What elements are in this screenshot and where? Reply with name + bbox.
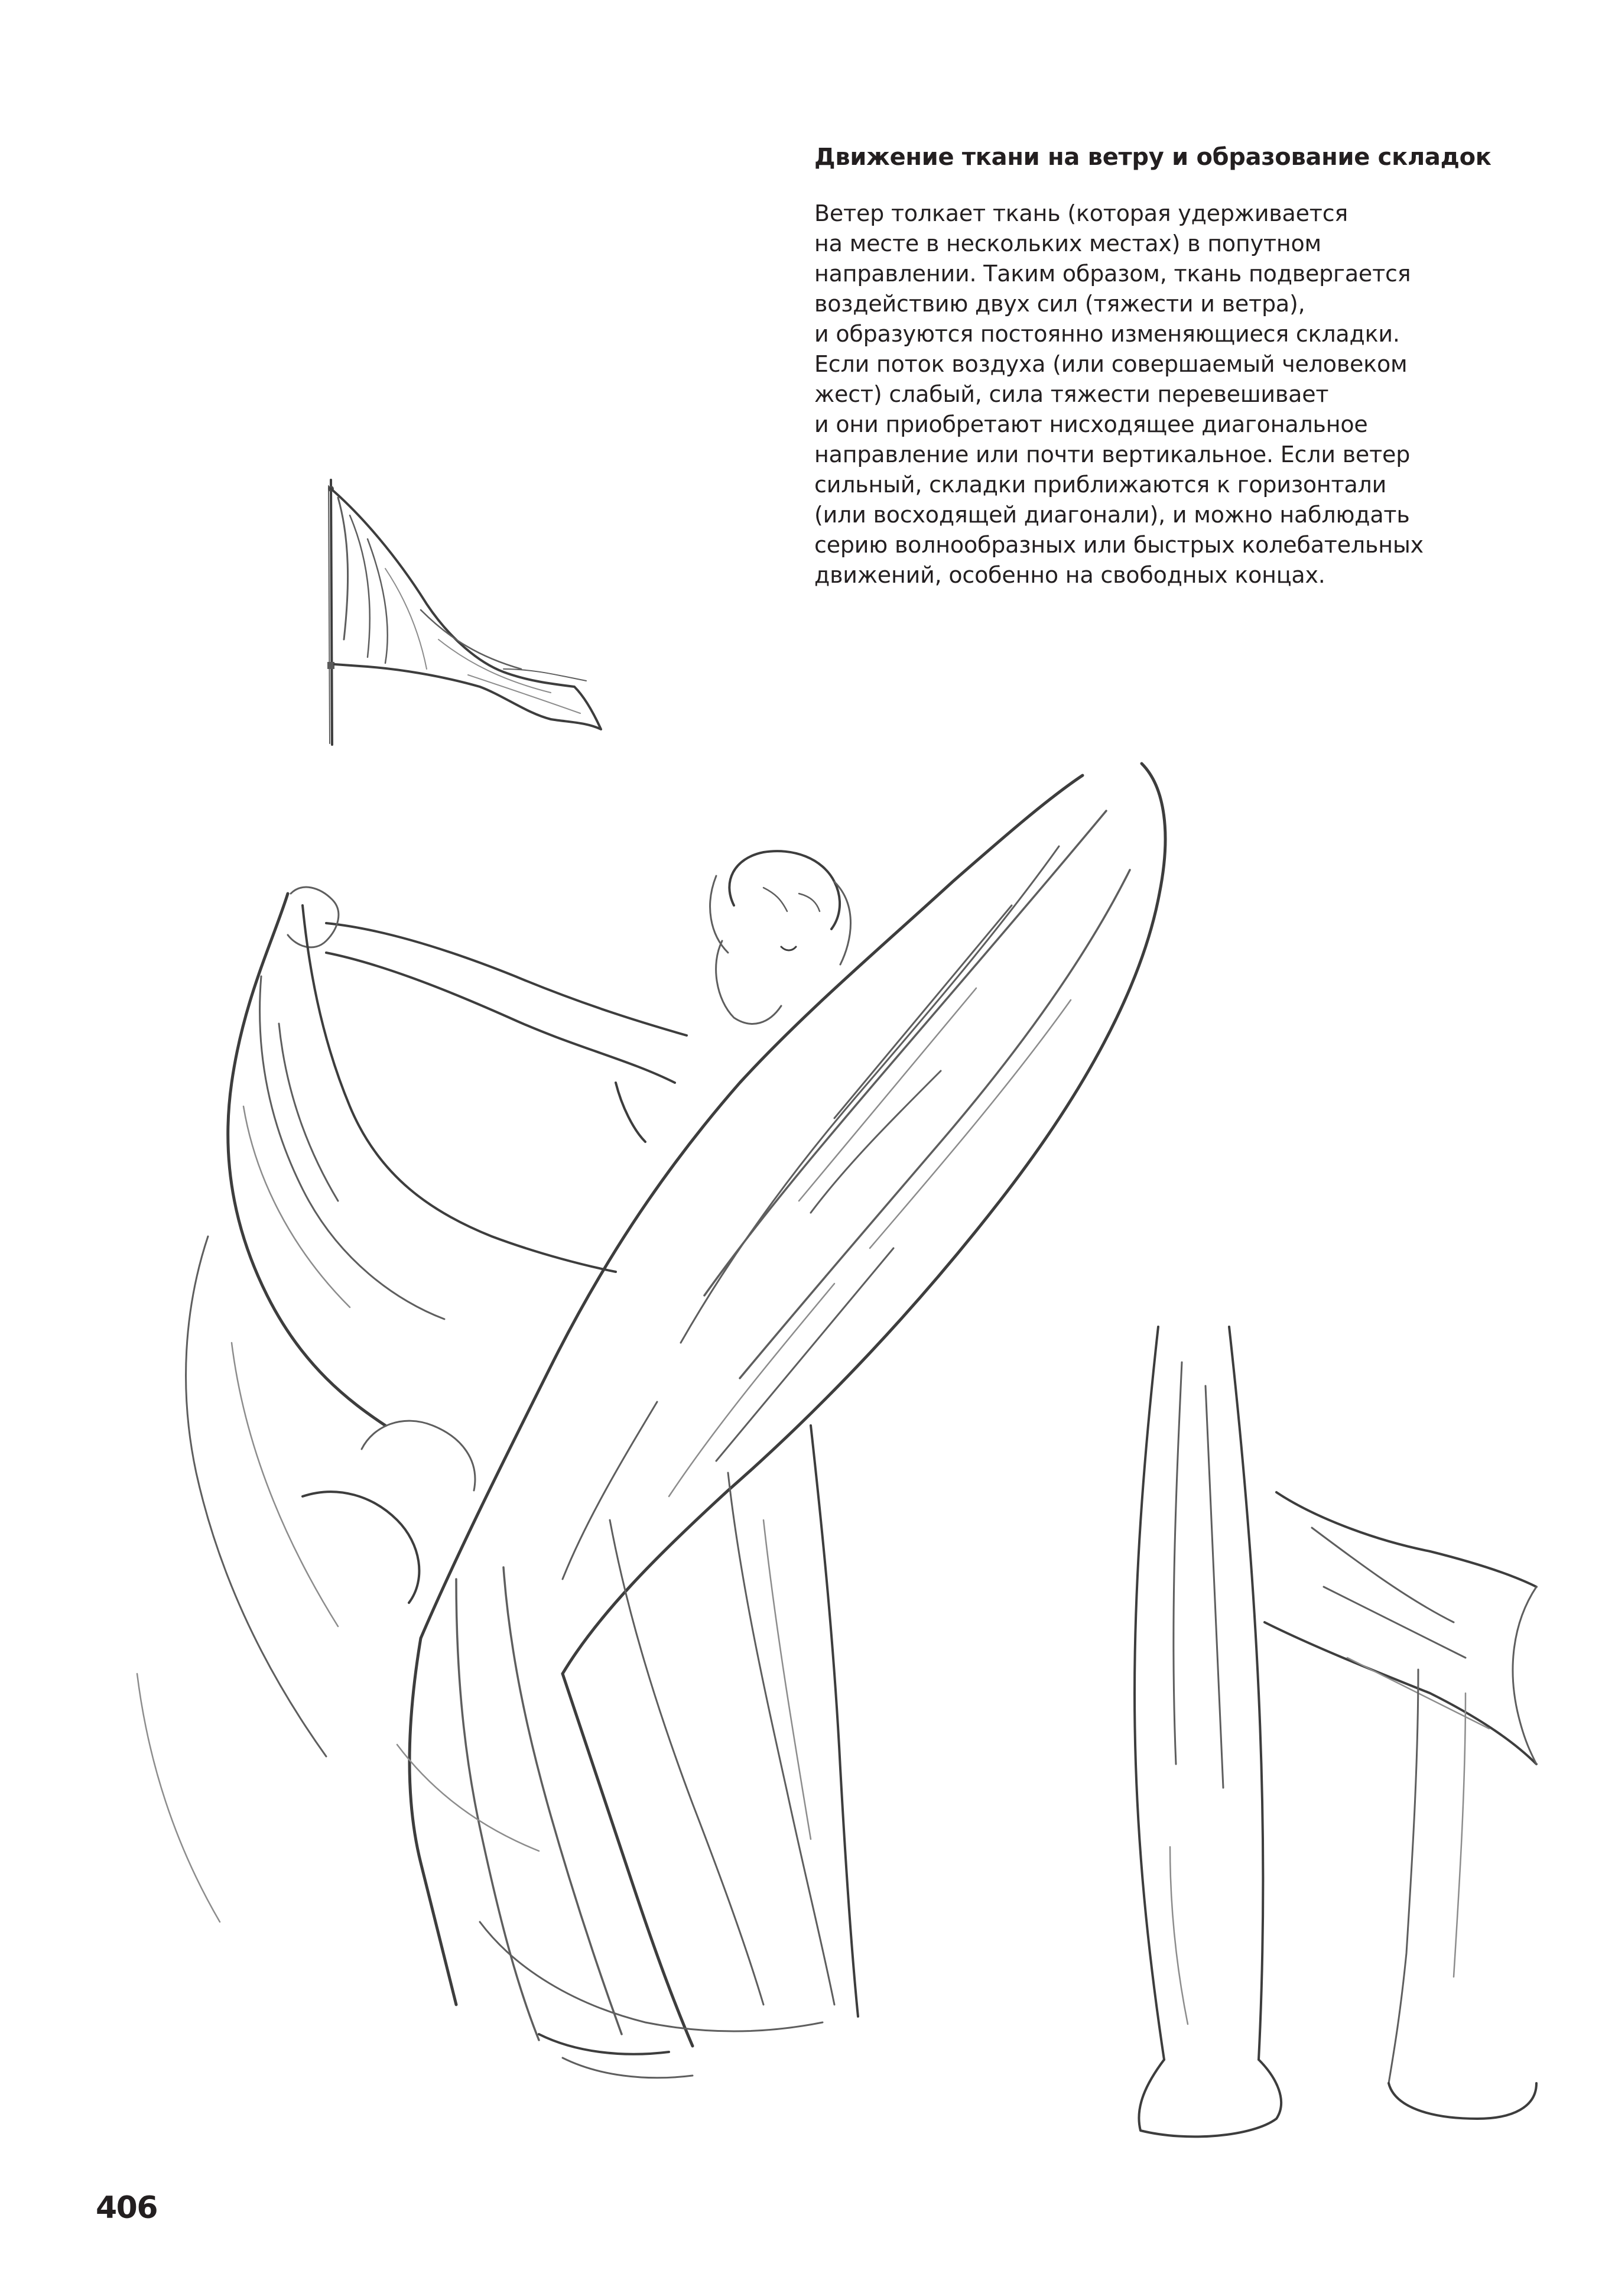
right-trouser-leg <box>1265 1492 1536 2119</box>
left-trouser-leg <box>1135 1327 1281 2136</box>
page-number: 406 <box>96 2190 158 2226</box>
body-line: и образуются постоянно изменяющиеся складки. <box>814 321 1400 347</box>
body-line: воздействию двух сил (тяжести и ветра), <box>814 291 1305 317</box>
body-line: серию волнообразных или быстрых колебательных <box>814 532 1424 558</box>
body-line: Если поток воздуха (или совершаемый человеком <box>814 351 1408 377</box>
lower-drapery <box>137 1425 858 2078</box>
main-cloth-sweep <box>421 764 1165 1674</box>
figure-head <box>710 851 851 1024</box>
body-line: сильный, складки приближаются к горизонтали <box>814 472 1387 498</box>
flagpole <box>327 480 334 745</box>
flag-cloth <box>331 489 601 729</box>
article-body-paragraph <box>814 199 1500 590</box>
trouser-legs-in-wind-sketch <box>1099 1315 1575 2184</box>
flag-on-pole-sketch <box>173 391 657 746</box>
body-line: Ветер толкает ткань (которая удерживается <box>814 200 1348 226</box>
body-line: направлении. Таким образом, ткань подвергается <box>814 261 1411 287</box>
body-line: на месте в нескольких местах) в попутном <box>814 230 1321 256</box>
article-text-block <box>814 141 1500 590</box>
body-line: и они приобретают нисходящее диагональное <box>814 411 1368 437</box>
flag-sketch-drawing <box>173 391 657 746</box>
body-line: движений, особенно на свободных концах. <box>814 562 1325 588</box>
body-line: жест) слабый, сила тяжести перевешивает <box>814 381 1329 407</box>
article-heading: Движение ткани на ветру и образование складок <box>814 144 1491 171</box>
figure-sketch-drawing <box>125 752 1266 2099</box>
body-line: направление или почти вертикальное. Если ветер <box>814 441 1411 467</box>
left-cloth-panel <box>186 894 616 1756</box>
legs-sketch-drawing <box>1099 1315 1575 2184</box>
woman-with-billowing-cloth-sketch <box>125 752 1266 2099</box>
body-line: (или восходящей диагонали), и можно наблюдать <box>814 502 1410 528</box>
